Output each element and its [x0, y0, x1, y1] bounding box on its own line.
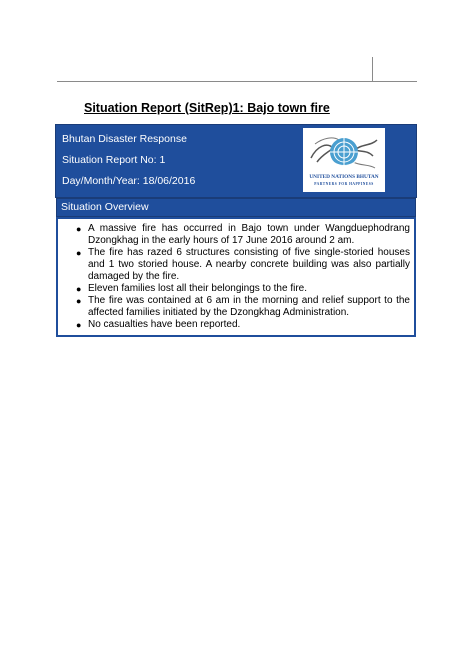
- list-item: ● A massive fire has occurred in Bajo town under Wangduephodrang Dzongkhag in the early hours of 17 June 2016 around 2 am.: [76, 223, 410, 246]
- organization-label: Bhutan Disaster Response: [62, 133, 187, 145]
- report-info-box: [56, 125, 416, 197]
- situation-overview-header: [56, 198, 416, 217]
- overview-bullet-list: [58, 223, 414, 331]
- bullet-icon: ●: [76, 320, 82, 330]
- report-number-label: Situation Report No: 1: [62, 154, 166, 166]
- list-item: ● The fire was contained at 6 am in the morning and relief support to the affected families initiated by the Dzongkhag Administration.: [76, 295, 410, 318]
- report-date-label: Day/Month/Year: 18/06/2016: [62, 175, 196, 187]
- bullet-icon: ●: [76, 224, 82, 234]
- bullet-icon: ●: [76, 284, 82, 294]
- un-emblem-icon: [303, 128, 385, 174]
- bullet-icon: ●: [76, 296, 82, 306]
- logo-tagline: PARTNERS FOR HAPPINESS: [314, 182, 374, 186]
- list-item: ● No casualties have been reported.: [76, 319, 241, 330]
- logo-name: UNITED NATIONS BHUTAN: [309, 174, 379, 180]
- header-tick: [372, 57, 373, 82]
- situation-overview-body: [56, 217, 416, 337]
- situation-overview-heading: Situation Overview: [61, 201, 149, 213]
- un-bhutan-logo: [303, 128, 385, 192]
- list-item: ● The fire has razed 6 structures consisting of five single-storied houses and 1 two storied house. A nearby concrete building was also partially damaged by the fire.: [76, 247, 410, 282]
- bullet-icon: ●: [76, 248, 82, 258]
- list-item: ● Eleven families lost all their belongings to the fire.: [76, 283, 308, 294]
- header-rule: [57, 81, 417, 82]
- page-title: Situation Report (SitRep)1: Bajo town fire: [84, 101, 330, 115]
